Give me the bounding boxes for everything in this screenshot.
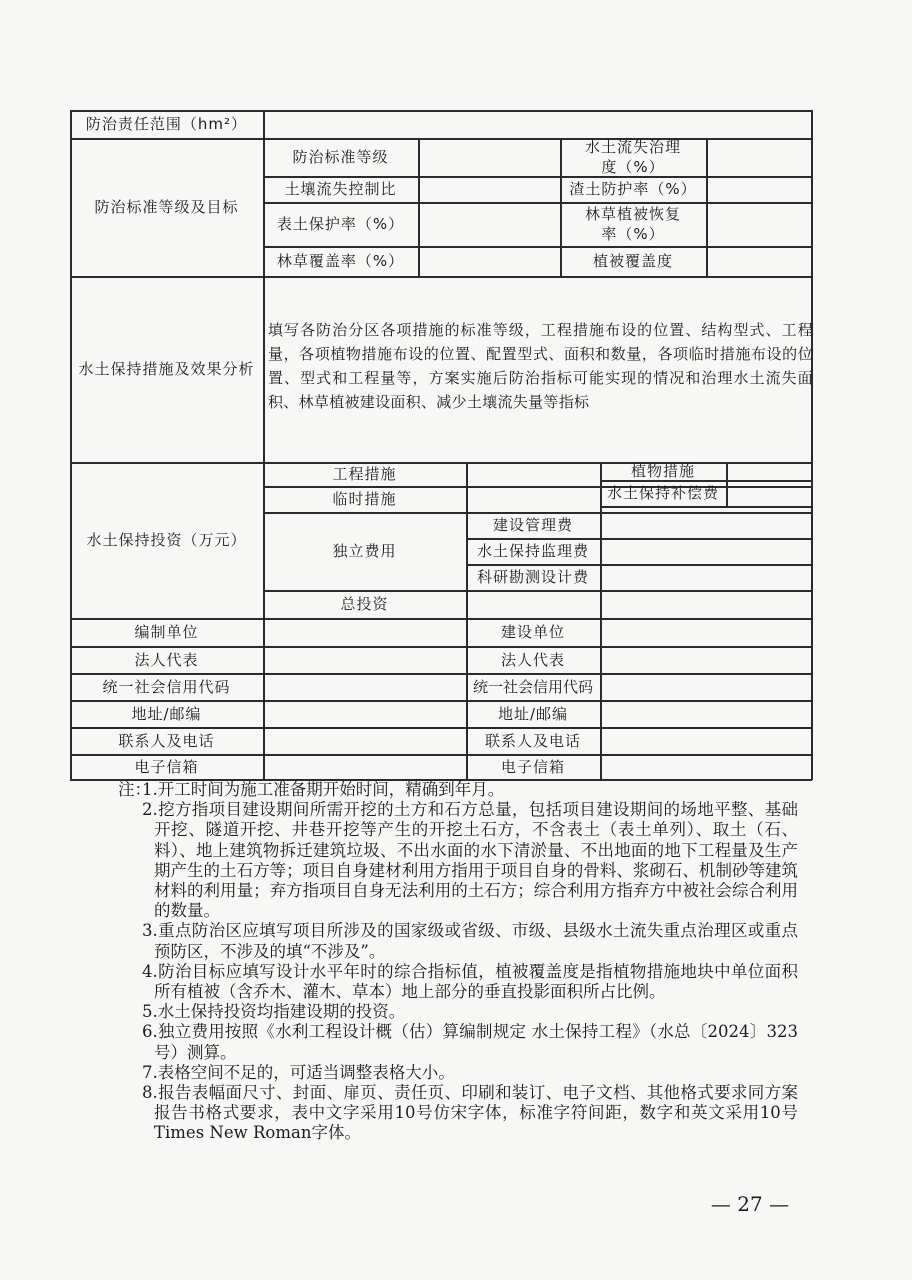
contact-left-label: 联系人及电话 — [118, 731, 215, 750]
forest-grass-coverage-label: 林草覆盖率（%） — [276, 252, 405, 270]
supervision-fee-label: 水土保持监理费 — [476, 542, 589, 560]
plant-measures-label: 植物措施 — [630, 462, 695, 480]
email-right-label: 电子信箱 — [500, 757, 565, 776]
credit-code-right-label: 统一社会信用代码 — [472, 677, 593, 696]
note-item: 6.独立费用按照《水利工程设计概（估）算编制规定 水土保持工程》（水总〔2024〕323号）测算。 — [142, 1022, 798, 1062]
note-item: 2.挖方指项目建设期间所需开挖的土方和石方总量，包括项目建设期间的场地平整、基础开挖、隧道开挖、井巷开挖等产生的开挖土石方，不含表土（表土单列）、取土（石、料）、地上建筑物拆迁建筑垃圾、不出水面的水下清淤量、不出地面的地下工程量及生产期产生的土石方等；项目自身建材利用方指用于项目自身的骨料、浆砌石、机制砂等建筑材料的利用量；弃方指项目自身无法利用的土石方；综合利用方指弃方中被社会综合利用的数量。 — [142, 800, 798, 921]
address-left-label: 地址/邮编 — [131, 704, 202, 723]
construction-mgmt-fee-label: 建设管理费 — [492, 516, 573, 534]
notes-label: 注： — [118, 780, 151, 799]
independent-costs-label: 独立费用 — [332, 542, 397, 560]
note-item: 3.重点防治区应填写项目所涉及的国家级或省级、市级、县级水土流失重点治理区或重点预防区，不涉及的填“不涉及”。 — [142, 921, 798, 961]
standard-target-label: 防治标准等级及目标 — [94, 198, 239, 216]
investment-label: 水土保持投资（万元） — [86, 531, 247, 549]
note-item: 5.水土保持投资均指建设期的投资。 — [142, 1002, 406, 1022]
standard-grade-label: 防治标准等级 — [292, 148, 389, 166]
notes-section — [118, 780, 798, 1144]
temporary-measures-label: 临时措施 — [332, 490, 397, 508]
credit-code-left-label: 统一社会信用代码 — [102, 677, 231, 696]
legal-rep-right-label: 法人代表 — [500, 650, 565, 669]
responsibility-range-label: 防治责任范围（hm²） — [85, 115, 248, 133]
engineering-measures-label: 工程措施 — [332, 465, 397, 483]
page-number: — 27 — — [710, 1192, 790, 1216]
contact-right-label: 联系人及电话 — [484, 731, 581, 750]
slag-protection-label: 渣土防护率（%） — [569, 180, 697, 198]
compiling-unit-label: 编制单位 — [134, 623, 199, 641]
address-right-label: 地址/邮编 — [497, 704, 569, 723]
legal-rep-left-label: 法人代表 — [134, 650, 199, 669]
compensation-fee-label: 水土保持补偿费 — [606, 484, 719, 502]
note-item: 1.开工时间为施工准备期开始时间，精确到年月。 — [142, 780, 505, 799]
measures-analysis-label: 水土保持措施及效果分析 — [78, 360, 255, 378]
research-design-fee-label: 科研勘测设计费 — [476, 568, 589, 586]
total-investment-label: 总投资 — [340, 595, 389, 613]
measures-analysis-text: 填写各防治分区各项措施的标准等级，工程措施布设的位置、结构型式、工程量，各项植物措施布设的位置、配置型式、面积和数量，各项临时措施布设的位置、型式和工程量等，方案实施后防治指标可能实现的情况和治理水土流失面积、林草植被建设面积、减少土壤流失量等指标 — [268, 321, 813, 411]
construction-unit-label: 建设单位 — [500, 623, 565, 641]
vegetation-coverage-label: 植被覆盖度 — [592, 252, 673, 270]
email-left-label: 电子信箱 — [134, 757, 199, 776]
soil-loss-ratio-label: 土壤流失控制比 — [284, 180, 397, 198]
note-item: 7.表格空间不足的，可适当调整表格大小。 — [142, 1062, 455, 1082]
loss-control-degree-label: 水土流失治理度（%） — [584, 138, 681, 176]
topsoil-protection-label: 表土保护率（%） — [276, 215, 405, 233]
vegetation-restoration-label: 林草植被恢复率（%） — [584, 205, 681, 243]
note-item: 4.防治目标应填写设计水平年时的综合指标值，植被覆盖度是指植物措施地块中单位面积所有植被（含乔木、灌木、草本）地上部分的垂直投影面积所占比例。 — [142, 961, 798, 1002]
note-item: 8.报告表幅面尺寸、封面、扉页、责任页、印刷和装订、电子文档、其他格式要求同方案报告书格式要求，表中文字采用10号仿宋字体，标准字符间距，数字和英文采用10号Times New Roman字体。 — [142, 1083, 798, 1143]
